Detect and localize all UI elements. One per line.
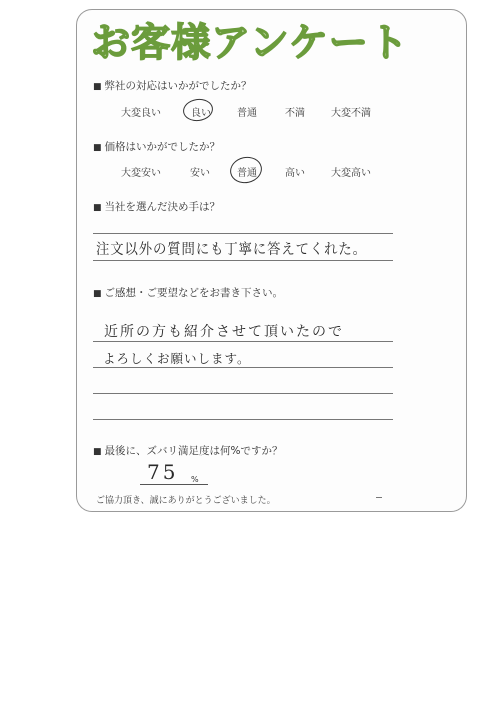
question-5 bbox=[93, 443, 283, 458]
satisfaction-underline bbox=[140, 484, 208, 485]
satisfaction-value: 75 bbox=[147, 460, 179, 484]
q3-handwritten-answer: 注文以外の質問にも丁寧に答えてくれた。 bbox=[96, 242, 367, 258]
corner-dash bbox=[376, 497, 382, 498]
answer-line bbox=[93, 393, 393, 394]
answer-line bbox=[93, 419, 393, 420]
q1-option-5[interactable]: 大変不満 bbox=[331, 108, 371, 119]
answer-line bbox=[93, 260, 393, 261]
q2-option-1[interactable]: 大変安い bbox=[121, 168, 161, 179]
thank-you-footer: ご協力頂き、誠にありがとうございました。 bbox=[96, 496, 276, 506]
question-1-label: 弊社の対応はいかがでしたか？ bbox=[104, 80, 252, 92]
bullet-icon: ■ bbox=[93, 143, 102, 153]
q1-option-1[interactable]: 大変良い bbox=[121, 108, 161, 119]
survey-title: お客様アンケート bbox=[91, 21, 409, 66]
question-3-label: 当社を選んだ決め手は？ bbox=[104, 201, 221, 213]
question-2-label: 価格はいかがでしたか？ bbox=[104, 141, 221, 153]
bullet-icon: ■ bbox=[93, 203, 102, 213]
question-5-label: 最後に、ズバリ満足度は何%ですか？ bbox=[104, 445, 283, 457]
q1-option-3[interactable]: 普通 bbox=[237, 108, 257, 119]
q1-option-2[interactable]: 良い bbox=[191, 108, 211, 119]
bullet-icon: ■ bbox=[93, 289, 102, 299]
q2-option-3[interactable]: 普通 bbox=[237, 168, 257, 179]
q1-option-4[interactable]: 不満 bbox=[285, 108, 305, 119]
q2-option-5[interactable]: 大変高い bbox=[331, 168, 371, 179]
q4-handwritten-line-2: よろしくお願いします。 bbox=[103, 351, 251, 366]
question-1 bbox=[93, 78, 252, 93]
percent-unit: % bbox=[191, 475, 199, 484]
q2-option-2[interactable]: 安い bbox=[190, 168, 210, 179]
answer-line bbox=[93, 233, 393, 234]
answer-line bbox=[93, 367, 393, 368]
question-2 bbox=[93, 139, 220, 154]
bullet-icon: ■ bbox=[93, 82, 102, 92]
answer-line bbox=[93, 341, 393, 342]
question-3 bbox=[93, 199, 220, 214]
question-4 bbox=[93, 285, 283, 300]
question-4-label: ご感想・ご要望などをお書き下さい。 bbox=[104, 287, 284, 299]
q4-handwritten-line-1: 近所の方も紹介させて頂いたので bbox=[104, 324, 344, 340]
bullet-icon: ■ bbox=[93, 447, 102, 457]
q2-option-4[interactable]: 高い bbox=[285, 168, 305, 179]
